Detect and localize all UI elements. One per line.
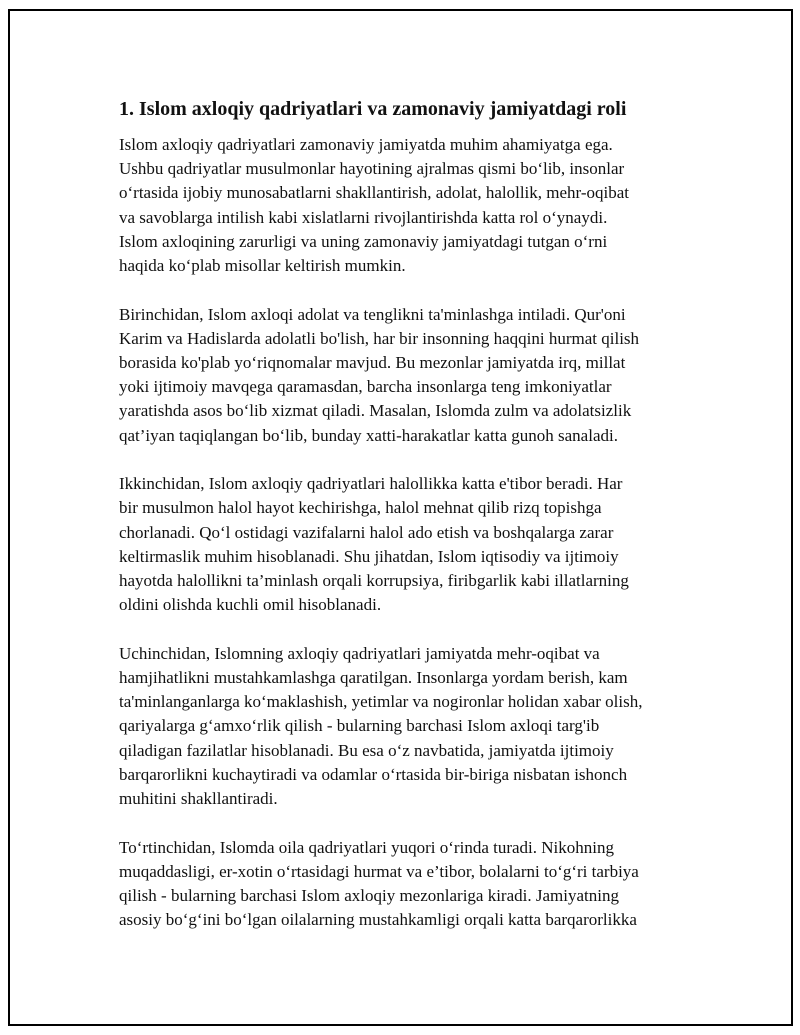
text-line: borasida ko'plab yo‘riqnomalar mavjud. Bu mezonlar jamiyatda irq, millat xyxy=(119,353,626,373)
text-line: keltirmaslik muhim hisoblanadi. Shu jihatdan, Islom iqtisodiy va ijtimoiy xyxy=(119,546,619,566)
paragraph-2 xyxy=(119,303,691,448)
text-line: chorlanadi. Qo‘l ostidagi vazifalarni halol ado etish va boshqalarga zarar xyxy=(119,522,614,542)
paragraph-4 xyxy=(119,642,691,811)
text-line: hamjihatlikni mustahkamlashga qaratilgan. Insonlarga yordam berish, kam xyxy=(119,668,628,688)
text-line: qat’iyan taqiqlangan bo‘lib, bunday xatti-harakatlar katta gunoh sanaladi. xyxy=(119,425,618,445)
text-line: qilish - bularning barchasi Islom axloqiy mezonlariga kiradi. Jamiyatning xyxy=(119,886,619,906)
document-title: 1. Islom axloqiy qadriyatlari va zamonaviy jamiyatdagi roli xyxy=(119,98,627,120)
text-line: haqida ko‘plab misollar keltirish mumkin. xyxy=(119,256,406,276)
text-line: o‘rtasida ijobiy munosabatlarni shakllantirish, adolat, halollik, mehr-oqibat xyxy=(119,183,630,203)
text-line: oldini olishda kuchli omil hisoblanadi. xyxy=(119,595,382,615)
text-line: Karim va Hadislarda adolatli bo'lish, har bir insonning haqqini hurmat qilish xyxy=(119,328,640,348)
text-line: Uchinchidan, Islomning axloqiy qadriyatlari jamiyatda mehr-oqibat va xyxy=(119,643,600,663)
paragraph-5 xyxy=(119,836,691,933)
text-line: qiladigan fazilatlar hisoblanadi. Bu esa o‘z navbatida, jamiyatda ijtimoiy xyxy=(119,740,614,760)
text-line: bir musulmon halol hayot kechirishga, halol mehnat qilib rizq topishga xyxy=(119,498,602,518)
text-line: Birinchidan, Islom axloqi adolat va tenglikni ta'minlashga intiladi. Qur'oni xyxy=(119,304,626,324)
text-line: yaratishda asos bo‘lib xizmat qiladi. Masalan, Islomda zulm va adolatsizlik xyxy=(119,401,632,421)
text-line: qariyalarga g‘amxo‘rlik qilish - bularning barchasi Islom axloqi targ'ib xyxy=(119,716,600,736)
text-line: Ushbu qadriyatlar musulmonlar hayotining ajralmas qismi bo‘lib, insonlar xyxy=(119,159,625,179)
page-frame xyxy=(8,9,793,1026)
text-line: muqaddasligi, er-xotin o‘rtasidagi hurmat va e’tibor, bolalarni to‘g‘ri tarbiya xyxy=(119,861,639,881)
text-line: Islom axloqiy qadriyatlari zamonaviy jamiyatda muhim ahamiyatga ega. xyxy=(119,135,613,154)
text-line: hayotda halollikni ta’minlash orqali korrupsiya, firibgarlik kabi illatlarning xyxy=(119,571,629,591)
paragraph-1 xyxy=(119,133,691,278)
paragraph-3 xyxy=(119,472,691,617)
text-line: Islom axloqining zarurligi va uning zamonaviy jamiyatdagi tutgan o‘rni xyxy=(119,231,608,251)
text-line: Ikkinchidan, Islom axloqiy qadriyatlari halollikka katta e'tibor beradi. Har xyxy=(119,474,623,494)
text-line: To‘rtinchidan, Islomda oila qadriyatlari yuqori o‘rinda turadi. Nikohning xyxy=(119,837,614,857)
text-line: barqarorlikni kuchaytiradi va odamlar o‘rtasida bir-biriga nisbatan ishonch xyxy=(119,764,628,784)
text-line: va savoblarga intilish kabi xislatlarni rivojlantirishda katta rol o‘ynaydi. xyxy=(119,207,608,227)
text-line: muhitini shakllantiradi. xyxy=(119,789,278,809)
text-line: asosiy bo‘g‘ini bo‘lgan oilalarning mustahkamligi orqali katta barqarorlikka xyxy=(119,910,637,930)
document-body xyxy=(119,97,691,957)
text-line: yoki ijtimoiy mavqega qaramasdan, barcha insonlarga teng imkoniyatlar xyxy=(119,377,612,397)
text-line: ta'minlanganlarga ko‘maklashish, yetimlar va nogironlar holidan xabar olish, xyxy=(119,692,643,712)
